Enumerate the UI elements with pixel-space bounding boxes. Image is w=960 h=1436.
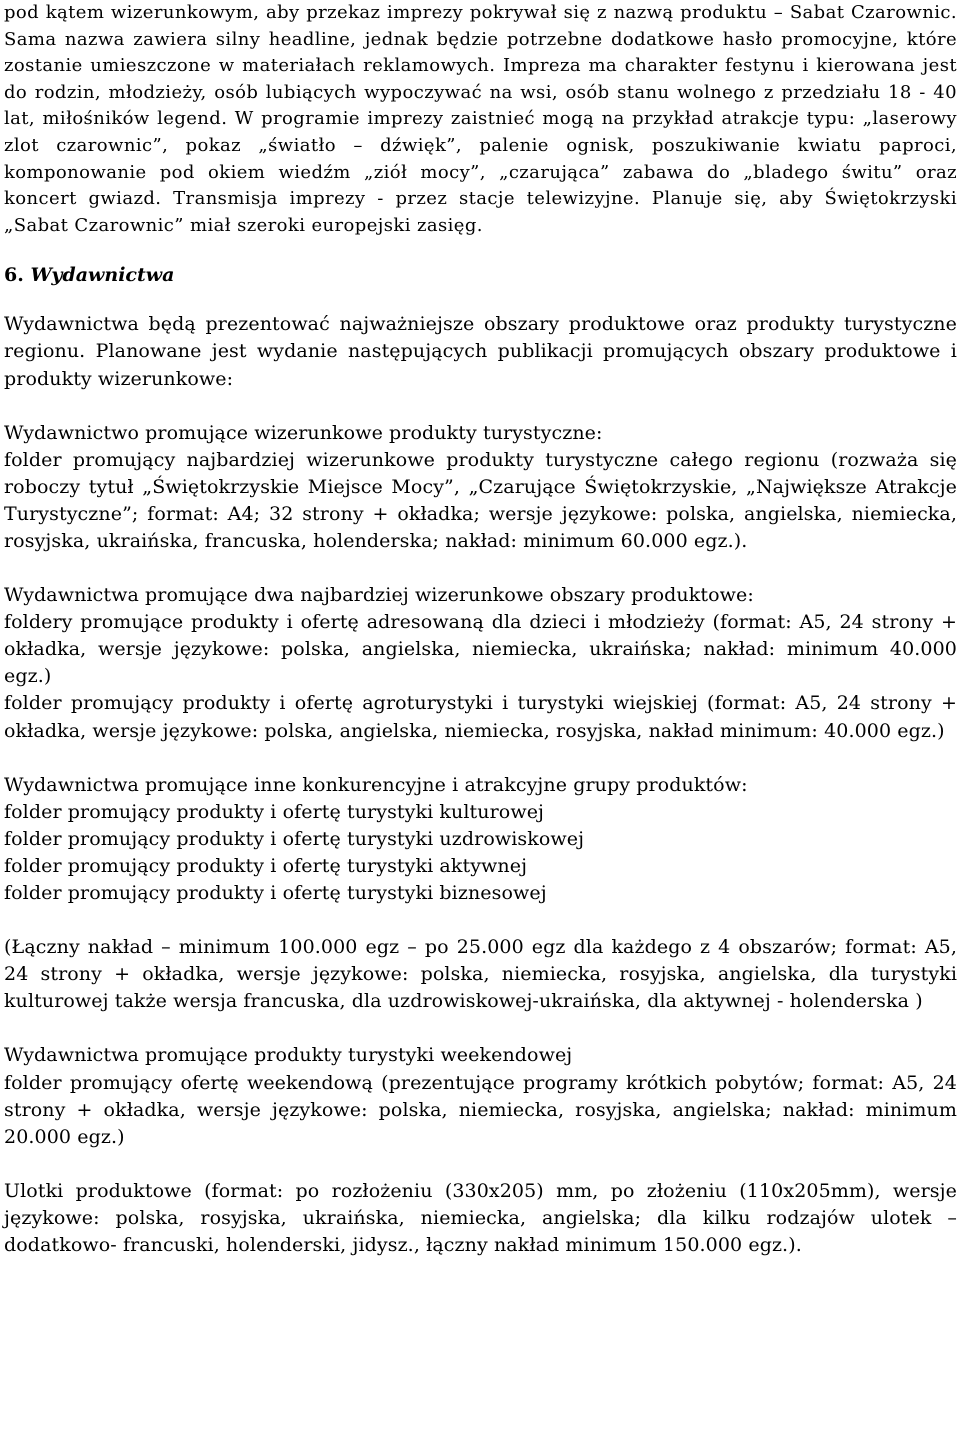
folder-item: folder promujący najbardziej wizerunkowe produkty turystyczne całego regionu (rozważa się roboczy tytuł „Świętokrzyskie Miejsce Mocy”, „Czarujące Świętokrzyskie, „Największe Atrakcje Turystyczne”; format: A4; 32 strony + okładka; wersje językowe: polska, angielska, niemiecka, rosyjska, ukraińska, francuska, holenderska; nakład: minimum 60.000 egz.). <box>4 448 957 552</box>
block-other-products <box>4 772 957 907</box>
folder-item: folder promujący produkty i ofertę agroturystyki i turystyki wiejskiej (format: A5, 24 strony + okładka, wersje językowe: polska, angielska, niemiecka, rosyjska, nakład minimum: 40.000 egz.) <box>4 692 957 742</box>
section-number: 6. <box>4 264 24 287</box>
folder-item: foldery promujące produkty i ofertę adresowaną dla dzieci i młodzieży (format: A5, 24 strony + okładka, wersje językowe: polska, angielska, niemiecka, ukraińska; nakład: minimum 40.000 egz.) <box>4 611 957 688</box>
folder-item: folder promujący produkty i ofertę turystyki biznesowej <box>4 882 547 905</box>
folder-item: folder promujący produkty i ofertę turystyki aktywnej <box>4 854 528 877</box>
block-heading: Wydawnictwa promujące produkty turystyki weekendowej <box>4 1044 573 1067</box>
leaflets-paragraph: Ulotki produktowe (format: po rozłożeniu (330x205) mm, po złożeniu (110x205mm), wersje językowe: polska, rosyjska, ukraińska, niemiecka, angielska; dla kilku rodzajów ulotek – dodatkowo- francuski, holenderski, jidysz., łączny nakład minimum 150.000 egz.). <box>4 1179 957 1256</box>
block-weekend <box>4 1042 957 1150</box>
folder-item: folder promujący produkty i ofertę turystyki uzdrowiskowej <box>4 827 585 850</box>
block-heading: Wydawnictwo promujące wizerunkowe produkty turystyczne: <box>4 421 603 444</box>
document-page <box>4 0 957 1259</box>
circulation-paragraph: (Łączny nakład – minimum 100.000 egz – po 25.000 egz dla każdego z 4 obszarów; format: A5, 24 strony + okładka, wersje językowe: polska, niemiecka, rosyjska, angielska, dla turystyki kulturowej także wersja francuska, dla uzdrowiskowej-ukraińska, dla aktywnej - holenderska ) <box>4 936 957 1013</box>
folder-item: folder promujący ofertę weekendową (prezentujące programy krótkich pobytów; format: A5, 24 strony + okładka, wersje językowe: polska, niemiecka, rosyjska, angielska; nakład: minimum 20.000 egz.) <box>4 1071 957 1148</box>
block-heading: Wydawnictwa promujące dwa najbardziej wizerunkowe obszary produktowe: <box>4 584 754 607</box>
section-title: Wydawnictwa <box>30 264 175 287</box>
section-intro-paragraph: Wydawnictwa będą prezentować najważniejsze obszary produktowe oraz produkty turystyczne regionu. Planowane jest wydanie następujących publikacji promujących obszary produktowe i produkty wizerunkowe: <box>4 313 957 390</box>
block-image-products <box>4 420 957 555</box>
section-heading <box>4 262 957 289</box>
folder-item: folder promujący produkty i ofertę turystyki kulturowej <box>4 800 545 823</box>
block-heading: Wydawnictwa promujące inne konkurencyjne i atrakcyjne grupy produktów: <box>4 773 748 796</box>
block-product-areas <box>4 582 957 745</box>
intro-paragraph: pod kątem wizerunkowym, aby przekaz imprezy pokrywał się z nazwą produktu – Sabat Czarownic. Sama nazwa zawiera silny headline, jednak będzie potrzebne dodatkowe hasło promocyjne, które zostanie umieszczone w materiałach reklamowych. Impreza ma charakter festynu i kierowana jest do rodzin, młodzieży, osób lubiących wypoczywać na wsi, osób stanu wolnego z przedziału 18 - 40 lat, miłośników legend. W programie imprezy zaistnieć mogą na przykład atrakcje typu: „laserowy zlot czarownic”, pokaz „światło – dźwięk”, palenie ognisk, poszukiwanie kwiatu paproci, komponowanie pod okiem wiedźm „ziół mocy”, „czarująca” zabawa do „bladego świtu” oraz koncert gwiazd. Transmisja imprezy - przez stacje telewizyjne. Planuje się, aby Świętokrzyski „Sabat Czarownic” miał szeroki europejski zasięg. <box>4 2 957 236</box>
